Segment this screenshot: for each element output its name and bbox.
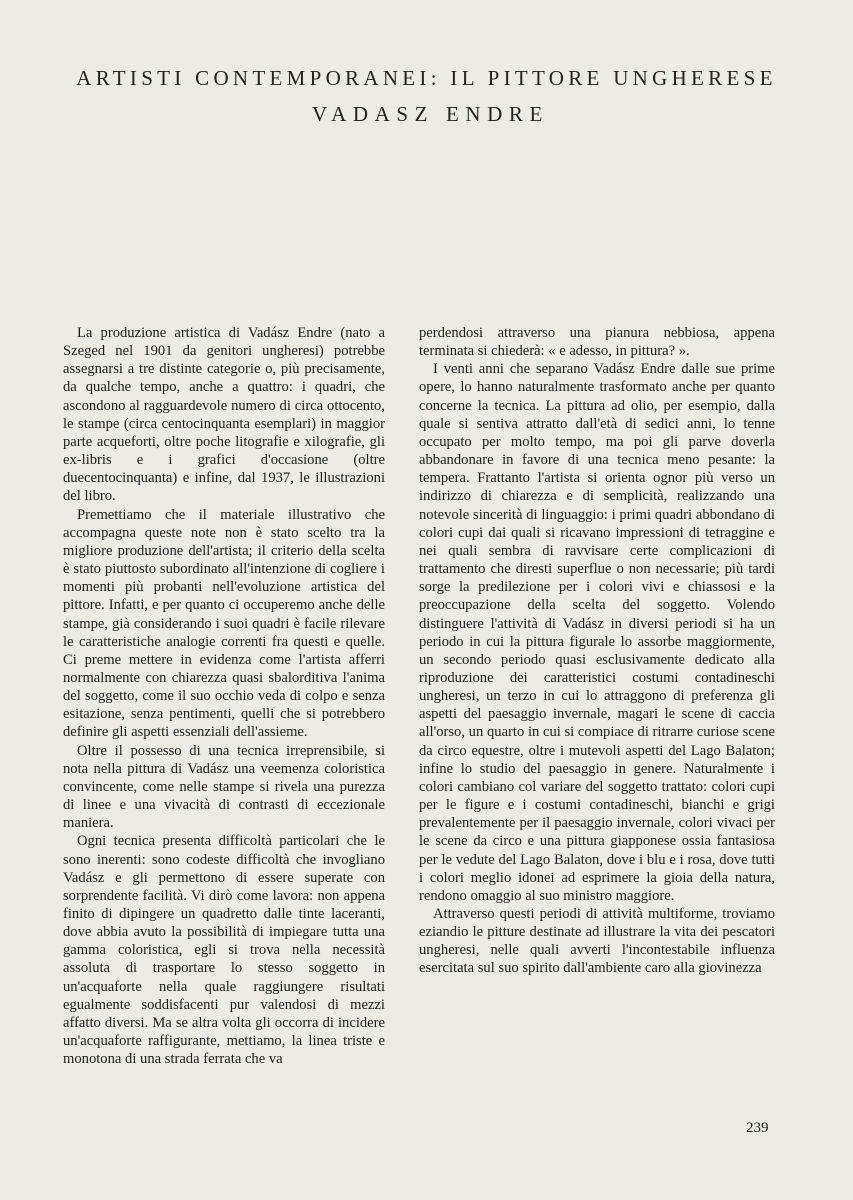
paragraph: Premettiamo che il materiale illustrativo che accompagna queste note non è stato scelto tra la migliore produzione dell'artista; il criterio della scelta è stato piuttosto subordinato all'intenzione di cogliere i momenti più probanti nell'evoluzione artistica del pittore. Infatti, e per quanto ci occuperemo anche delle stampe, già considerando i suoi quadri è facile rilevare le caratteristiche analogie correnti fra questi e quelle. Ci preme mettere in evidenza come l'artista afferri normalmente con chiarezza quasi sbalorditiva l'anima del soggetto, come il suo occhio veda di colpo e senza esitazione, senza pentimenti, quelli che si potrebbero definire gli aspetti essenziali dell'assieme. — [63, 506, 385, 741]
right-text-column — [419, 324, 775, 978]
paragraph: Ogni tecnica presenta difficoltà particolari che le sono inerenti: sono codeste difficoltà che invogliano Vadász e gli permettono di essere superate con sorprendente facilità. Vi dirò come lavora: non appena finito di dipingere un quadretto dalle tinte laceranti, dove abbia avuto la possibilità di impiegare tutta una gamma coloristica, egli si trova nella necessità assoluta di trasportare lo stesso soggetto in un'acquaforte nella quale raggiungere risultati egualmente soddisfacenti pur valendosi di mezzi affatto diversi. Ma se altra volta gli occorra di incidere un'acquaforte raffigurante, mettiamo, la linea triste e monotona di una strada ferrata che va — [63, 833, 385, 1068]
left-text-column — [63, 324, 385, 1068]
paragraph: Attraverso questi periodi di attività multiforme, troviamo eziandio le pitture destinate ad illustrare la vita dei pescatori ungheresi, nelle quali avverti l'incontestabile influenza esercitata sul suo spirito dall'ambiente caro alla giovinezza — [419, 906, 775, 977]
paragraph: Oltre il possesso di una tecnica irreprensibile, si nota nella pittura di Vadász una veemenza coloristica convincente, come nelle stampe si rivela una purezza di linee e una vivacità di contrasti di eccezionale maniera. — [63, 742, 385, 832]
paragraph: La produzione artistica di Vadász Endre (nato a Szeged nel 1901 da genitori ungheresi) potrebbe assegnarsi a tre distinte categorie o, più precisamente, da qualche tempo, anche a quattro: i quadri, che ascondono al ragguardevole numero di circa ottocento, le stampe (circa centocinquanta esemplari) in maggior parte acqueforti, oltre poche litografie e xilografie, gli ex-libris e i grafici d'occasione (oltre duecentocinquanta) e infine, dal 1937, le illustrazioni del libro. — [63, 325, 385, 505]
page-number: 239 — [746, 1120, 769, 1136]
article-title-line-2: VADASZ ENDRE — [312, 102, 549, 126]
paragraph: I venti anni che separano Vadász Endre dalle sue prime opere, lo hanno naturalmente trasformato anche per quanto concerne la tecnica. La pittura ad olio, per esempio, dalla quale si sentiva attratto dall'età di sedici anni, lo tenne occupato per molto tempo, ma poi gli parve doverla abbandonare in favore di una tecnica meno pesante: la tempera. Frattanto l'artista si orienta ognor più verso un indirizzo di chiarezza e di semplicità, realizzando una notevole sincerità di linguaggio: i primi quadri abbondano di colori cupi dai quali si ricavano impressioni di tetraggine e nei quali sembra di ravvisare certe complicazioni di trattamento che diresti superflue o non necessarie; più tardi sorge la predilezione per i colori vivi e chiassosi e la preoccupazione della scelta del soggetto. Volendo distinguere l'attività di Vadász in diversi periodi si ha un periodo in cui la pittura figurale lo assorbe maggiormente, un secondo periodo quasi esclusivamente dedicato alla riproduzione dei caratteristici costumi contadineschi ungheresi, un terzo in cui lo attraggono di preferenza gli aspetti del paesaggio invernale, magari le scene di caccia all'orso, un quarto in cui si compiace di ritrarre curiose scene da circo equestre, oltre i mutevoli aspetti del Lago Balaton; infine lo studio del paesaggio in genere. Naturalmente i colori cambiano col variare del soggetto trattato: colori cupi per le figure e i costumi contadineschi, bianchi e grigi prevalentemente per il paesaggio invernale, colori vivaci per le scene da circo e una pittura giapponese ossia fantasiosa per le vedute del Lago Balaton, dove i blu e i rosa, dove tutti i colori meglio idonei ad esprimere la gioia della natura, rendono omaggio al suo ministro maggiore. — [419, 361, 775, 904]
article-title-line-1: ARTISTI CONTEMPORANEI: IL PITTORE UNGHERESE — [76, 66, 777, 90]
paragraph: perdendosi attraverso una pianura nebbiosa, appena terminata si chiederà: « e adesso, in pittura? ». — [419, 325, 775, 360]
